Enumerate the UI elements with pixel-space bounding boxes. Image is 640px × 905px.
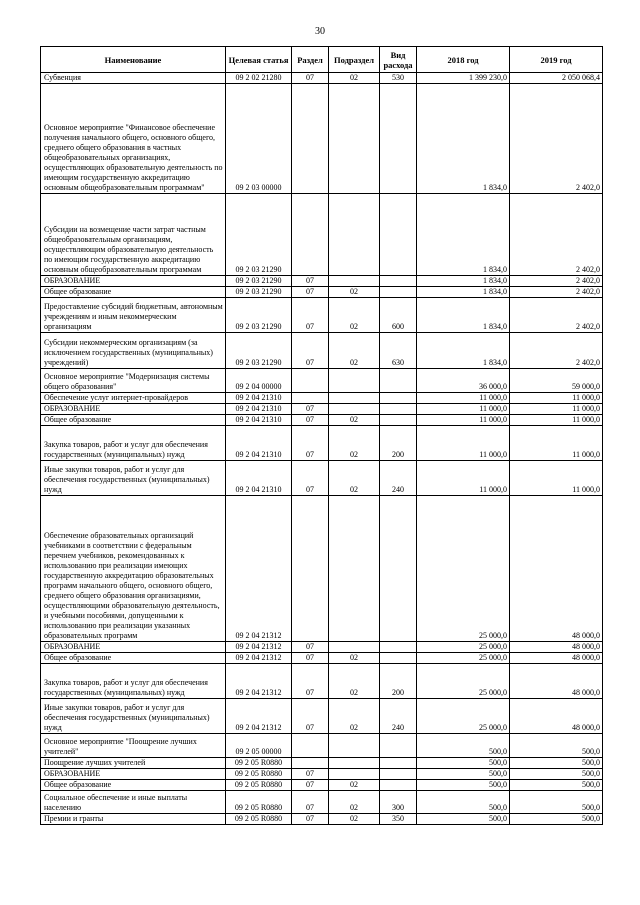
cell-2018: 25 000,0 bbox=[417, 496, 510, 642]
table-header-row bbox=[41, 47, 603, 73]
cell-2019: 2 402,0 bbox=[510, 276, 603, 287]
cell-expense-type bbox=[380, 758, 417, 769]
cell-name: Основное мероприятие "Поощрение лучших учителей" bbox=[41, 734, 226, 758]
cell-expense-type bbox=[380, 496, 417, 642]
cell-subsection bbox=[329, 496, 380, 642]
cell-2018: 1 834,0 bbox=[417, 84, 510, 194]
cell-subsection bbox=[329, 393, 380, 404]
table-row bbox=[41, 642, 603, 653]
cell-2018: 11 000,0 bbox=[417, 426, 510, 461]
cell-subsection bbox=[329, 734, 380, 758]
cell-2019: 500,0 bbox=[510, 791, 603, 814]
cell-subsection: 02 bbox=[329, 461, 380, 496]
cell-expense-type bbox=[380, 653, 417, 664]
cell-subsection: 02 bbox=[329, 287, 380, 298]
page-number: 30 bbox=[315, 26, 325, 37]
cell-2019: 2 402,0 bbox=[510, 194, 603, 276]
cell-subsection: 02 bbox=[329, 780, 380, 791]
cell-2018: 25 000,0 bbox=[417, 642, 510, 653]
cell-2019: 500,0 bbox=[510, 734, 603, 758]
cell-target: 09 2 04 21310 bbox=[226, 404, 292, 415]
cell-section bbox=[292, 496, 329, 642]
cell-target: 09 2 05 R0880 bbox=[226, 769, 292, 780]
cell-2018: 1 834,0 bbox=[417, 194, 510, 276]
cell-target: 09 2 05 00000 bbox=[226, 734, 292, 758]
cell-subsection: 02 bbox=[329, 664, 380, 699]
cell-target: 09 2 05 R0880 bbox=[226, 791, 292, 814]
cell-expense-type bbox=[380, 393, 417, 404]
cell-subsection bbox=[329, 194, 380, 276]
cell-section: 07 bbox=[292, 426, 329, 461]
cell-name: Общее образование bbox=[41, 653, 226, 664]
cell-expense-type bbox=[380, 769, 417, 780]
cell-expense-type: 240 bbox=[380, 461, 417, 496]
cell-name: Иные закупки товаров, работ и услуг для обеспечения государственных (муниципальных) нужд bbox=[41, 699, 226, 734]
table-row bbox=[41, 84, 603, 194]
cell-name: ОБРАЗОВАНИЕ bbox=[41, 404, 226, 415]
cell-section: 07 bbox=[292, 333, 329, 369]
cell-expense-type bbox=[380, 287, 417, 298]
cell-target: 09 2 04 21310 bbox=[226, 415, 292, 426]
cell-name: Общее образование bbox=[41, 287, 226, 298]
cell-name: Обеспечение услуг интернет-провайдеров bbox=[41, 393, 226, 404]
cell-expense-type bbox=[380, 404, 417, 415]
cell-section: 07 bbox=[292, 298, 329, 333]
cell-section bbox=[292, 393, 329, 404]
table-row bbox=[41, 194, 603, 276]
cell-section bbox=[292, 758, 329, 769]
cell-expense-type: 240 bbox=[380, 699, 417, 734]
cell-target: 09 2 03 21290 bbox=[226, 194, 292, 276]
cell-expense-type: 350 bbox=[380, 814, 417, 825]
cell-subsection: 02 bbox=[329, 791, 380, 814]
cell-name: Субсидии некоммерческим организациям (за исключением государственных (муниципальных) учреждений) bbox=[41, 333, 226, 369]
cell-2019: 2 402,0 bbox=[510, 287, 603, 298]
cell-expense-type: 200 bbox=[380, 426, 417, 461]
cell-2019: 2 402,0 bbox=[510, 84, 603, 194]
cell-name: Социальное обеспечение и иные выплаты населению bbox=[41, 791, 226, 814]
cell-expense-type: 200 bbox=[380, 664, 417, 699]
header-section: Раздел bbox=[292, 47, 329, 73]
cell-name: Обеспечение образовательных организаций учебниками в соответствии с федеральным перечнем учебников, рекомендованных к использованию при реализации имеющих государственную аккредитацию образовательных программ начального общего, основного общего, среднего общего образования организациями, осуществляющими образовательную деятельность, и учебными пособиями, допущенными к использованию при реализации указанных образовательных программ bbox=[41, 496, 226, 642]
cell-target: 09 2 02 21280 bbox=[226, 73, 292, 84]
header-subsection: Подраздел bbox=[329, 47, 380, 73]
cell-name: ОБРАЗОВАНИЕ bbox=[41, 276, 226, 287]
table-row bbox=[41, 758, 603, 769]
cell-2019: 48 000,0 bbox=[510, 496, 603, 642]
cell-section bbox=[292, 369, 329, 393]
cell-section: 07 bbox=[292, 287, 329, 298]
cell-subsection: 02 bbox=[329, 653, 380, 664]
cell-name: Премии и гранты bbox=[41, 814, 226, 825]
cell-target: 09 2 04 21310 bbox=[226, 393, 292, 404]
cell-expense-type: 630 bbox=[380, 333, 417, 369]
header-target: Целевая статья bbox=[226, 47, 292, 73]
cell-subsection bbox=[329, 758, 380, 769]
cell-2019: 11 000,0 bbox=[510, 393, 603, 404]
cell-2018: 500,0 bbox=[417, 780, 510, 791]
cell-2018: 11 000,0 bbox=[417, 404, 510, 415]
cell-2018: 500,0 bbox=[417, 758, 510, 769]
cell-target: 09 2 03 00000 bbox=[226, 84, 292, 194]
table-row bbox=[41, 780, 603, 791]
cell-name: Основное мероприятие "Финансовое обеспечение получения начального общего, основного общего, среднего общего образования в частных общеобразовательных организациях, осуществляющих образовательную деятельность по имеющим государственную аккредитацию основным общеобразовательным программам" bbox=[41, 84, 226, 194]
table-row bbox=[41, 426, 603, 461]
cell-target: 09 2 03 21290 bbox=[226, 276, 292, 287]
cell-expense-type bbox=[380, 734, 417, 758]
cell-2019: 48 000,0 bbox=[510, 699, 603, 734]
table-row bbox=[41, 369, 603, 393]
cell-target: 09 2 04 21312 bbox=[226, 496, 292, 642]
table-row bbox=[41, 769, 603, 780]
cell-2019: 500,0 bbox=[510, 780, 603, 791]
cell-expense-type: 300 bbox=[380, 791, 417, 814]
cell-target: 09 2 05 R0880 bbox=[226, 758, 292, 769]
cell-2019: 500,0 bbox=[510, 769, 603, 780]
cell-2018: 1 834,0 bbox=[417, 287, 510, 298]
table-row bbox=[41, 287, 603, 298]
cell-2019: 11 000,0 bbox=[510, 426, 603, 461]
cell-2018: 500,0 bbox=[417, 791, 510, 814]
cell-name: ОБРАЗОВАНИЕ bbox=[41, 642, 226, 653]
cell-2018: 11 000,0 bbox=[417, 415, 510, 426]
table-row bbox=[41, 734, 603, 758]
cell-subsection: 02 bbox=[329, 333, 380, 369]
cell-2019: 11 000,0 bbox=[510, 415, 603, 426]
cell-section: 07 bbox=[292, 461, 329, 496]
cell-expense-type: 600 bbox=[380, 298, 417, 333]
cell-name: Закупка товаров, работ и услуг для обеспечения государственных (муниципальных) нужд bbox=[41, 664, 226, 699]
cell-subsection bbox=[329, 404, 380, 415]
table-body bbox=[41, 73, 603, 825]
cell-target: 09 2 03 21290 bbox=[226, 287, 292, 298]
header-expense-type: Вид расхода bbox=[380, 47, 417, 73]
cell-2018: 25 000,0 bbox=[417, 699, 510, 734]
cell-subsection: 02 bbox=[329, 814, 380, 825]
cell-expense-type bbox=[380, 369, 417, 393]
cell-target: 09 2 04 21312 bbox=[226, 664, 292, 699]
cell-subsection bbox=[329, 276, 380, 287]
cell-section: 07 bbox=[292, 664, 329, 699]
table-row bbox=[41, 496, 603, 642]
cell-name: Субвенция bbox=[41, 73, 226, 84]
table-row bbox=[41, 461, 603, 496]
cell-2019: 48 000,0 bbox=[510, 664, 603, 699]
cell-name: Поощрение лучших учителей bbox=[41, 758, 226, 769]
cell-section: 07 bbox=[292, 780, 329, 791]
cell-2018: 11 000,0 bbox=[417, 461, 510, 496]
cell-target: 09 2 04 21312 bbox=[226, 653, 292, 664]
cell-2019: 2 402,0 bbox=[510, 333, 603, 369]
cell-target: 09 2 04 21312 bbox=[226, 642, 292, 653]
cell-section bbox=[292, 84, 329, 194]
cell-2018: 500,0 bbox=[417, 769, 510, 780]
cell-target: 09 2 04 21312 bbox=[226, 699, 292, 734]
cell-2018: 25 000,0 bbox=[417, 653, 510, 664]
cell-2018: 25 000,0 bbox=[417, 664, 510, 699]
cell-subsection bbox=[329, 84, 380, 194]
cell-expense-type bbox=[380, 84, 417, 194]
cell-subsection: 02 bbox=[329, 73, 380, 84]
cell-expense-type bbox=[380, 415, 417, 426]
cell-2018: 1 834,0 bbox=[417, 276, 510, 287]
cell-name: Общее образование bbox=[41, 780, 226, 791]
header-2018: 2018 год bbox=[417, 47, 510, 73]
header-2019: 2019 год bbox=[510, 47, 603, 73]
table-row bbox=[41, 276, 603, 287]
cell-section: 07 bbox=[292, 791, 329, 814]
cell-2018: 500,0 bbox=[417, 814, 510, 825]
cell-target: 09 2 05 R0880 bbox=[226, 780, 292, 791]
cell-expense-type bbox=[380, 194, 417, 276]
cell-section bbox=[292, 194, 329, 276]
cell-name: Субсидии на возмещение части затрат частным общеобразовательным организациям, осуществляющим образовательную деятельность по имеющим государственную аккредитацию основным общеобразовательным программам bbox=[41, 194, 226, 276]
cell-subsection: 02 bbox=[329, 426, 380, 461]
table-row bbox=[41, 333, 603, 369]
cell-2018: 1 834,0 bbox=[417, 298, 510, 333]
cell-name: Предоставление субсидий бюджетным, автономным учреждениям и иным некоммерческим организациям bbox=[41, 298, 226, 333]
cell-subsection: 02 bbox=[329, 298, 380, 333]
cell-2019: 2 402,0 bbox=[510, 298, 603, 333]
cell-subsection: 02 bbox=[329, 699, 380, 734]
cell-2019: 48 000,0 bbox=[510, 653, 603, 664]
cell-subsection bbox=[329, 642, 380, 653]
cell-2019: 59 000,0 bbox=[510, 369, 603, 393]
cell-section: 07 bbox=[292, 699, 329, 734]
cell-target: 09 2 04 21310 bbox=[226, 461, 292, 496]
table-row bbox=[41, 73, 603, 84]
table-row bbox=[41, 298, 603, 333]
cell-2018: 11 000,0 bbox=[417, 393, 510, 404]
cell-2019: 48 000,0 bbox=[510, 642, 603, 653]
cell-section: 07 bbox=[292, 415, 329, 426]
cell-name: Иные закупки товаров, работ и услуг для обеспечения государственных (муниципальных) нужд bbox=[41, 461, 226, 496]
cell-2019: 500,0 bbox=[510, 814, 603, 825]
cell-subsection bbox=[329, 769, 380, 780]
cell-section: 07 bbox=[292, 73, 329, 84]
table-row bbox=[41, 791, 603, 814]
cell-section bbox=[292, 734, 329, 758]
cell-name: Общее образование bbox=[41, 415, 226, 426]
cell-section: 07 bbox=[292, 814, 329, 825]
cell-target: 09 2 03 21290 bbox=[226, 333, 292, 369]
table-row bbox=[41, 653, 603, 664]
table-row bbox=[41, 404, 603, 415]
cell-section: 07 bbox=[292, 769, 329, 780]
cell-target: 09 2 04 00000 bbox=[226, 369, 292, 393]
table-row bbox=[41, 664, 603, 699]
cell-subsection bbox=[329, 369, 380, 393]
header-name: Наименование bbox=[41, 47, 226, 73]
cell-2018: 1 399 230,0 bbox=[417, 73, 510, 84]
cell-name: Закупка товаров, работ и услуг для обеспечения государственных (муниципальных) нужд bbox=[41, 426, 226, 461]
cell-expense-type: 530 bbox=[380, 73, 417, 84]
table-row bbox=[41, 699, 603, 734]
cell-2019: 500,0 bbox=[510, 758, 603, 769]
cell-name: ОБРАЗОВАНИЕ bbox=[41, 769, 226, 780]
cell-2018: 1 834,0 bbox=[417, 333, 510, 369]
cell-expense-type bbox=[380, 642, 417, 653]
table-row bbox=[41, 393, 603, 404]
cell-2018: 36 000,0 bbox=[417, 369, 510, 393]
cell-expense-type bbox=[380, 276, 417, 287]
cell-name: Основное мероприятие "Модернизация системы общего образования" bbox=[41, 369, 226, 393]
cell-section: 07 bbox=[292, 653, 329, 664]
cell-2019: 11 000,0 bbox=[510, 404, 603, 415]
cell-target: 09 2 04 21310 bbox=[226, 426, 292, 461]
table-row bbox=[41, 415, 603, 426]
cell-target: 09 2 03 21290 bbox=[226, 298, 292, 333]
cell-section: 07 bbox=[292, 404, 329, 415]
cell-subsection: 02 bbox=[329, 415, 380, 426]
cell-2018: 500,0 bbox=[417, 734, 510, 758]
cell-2019: 11 000,0 bbox=[510, 461, 603, 496]
table-row bbox=[41, 814, 603, 825]
cell-target: 09 2 05 R0880 bbox=[226, 814, 292, 825]
cell-section: 07 bbox=[292, 276, 329, 287]
cell-section: 07 bbox=[292, 642, 329, 653]
cell-expense-type bbox=[380, 780, 417, 791]
budget-table bbox=[40, 46, 603, 825]
cell-2019: 2 050 068,4 bbox=[510, 73, 603, 84]
